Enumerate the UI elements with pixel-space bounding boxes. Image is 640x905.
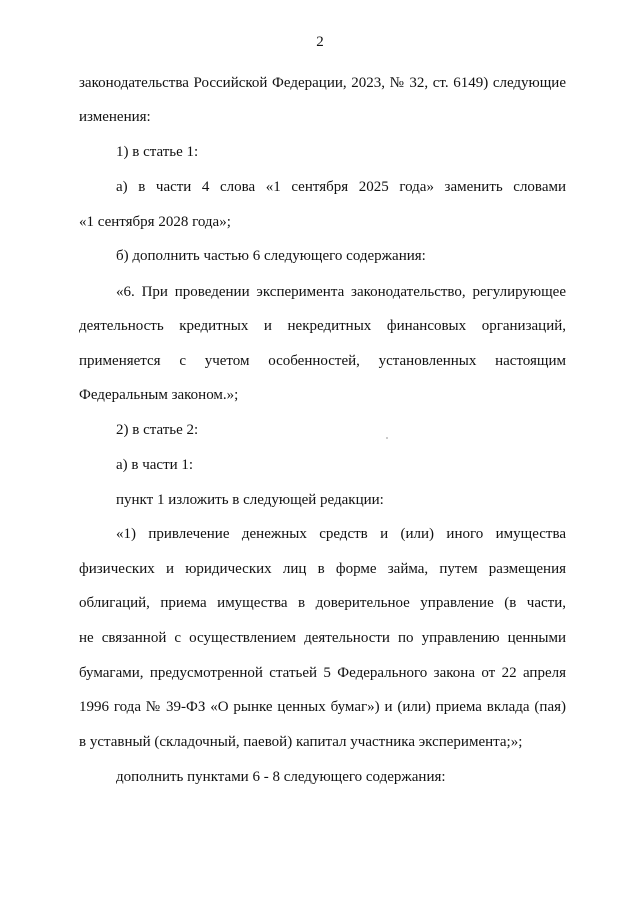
text-line: а) в части 1: bbox=[116, 457, 194, 473]
page-number: 2 bbox=[316, 34, 324, 50]
text-line: деятельность кредитных и некредитных финансовых организаций, bbox=[79, 318, 566, 334]
text-line: Федеральным законом.»; bbox=[79, 387, 239, 403]
text-line: в уставный (складочный, паевой) капитал участника эксперимента;»; bbox=[79, 734, 523, 750]
text-line: применяется с учетом особенностей, установленных настоящим bbox=[79, 353, 566, 369]
scan-speck bbox=[386, 437, 388, 439]
text-line: облигаций, приема имущества в доверительное управление (в части, bbox=[79, 595, 566, 611]
text-line: «6. При проведении эксперимента законодательство, регулирующее bbox=[116, 284, 566, 300]
text-line: а) в части 4 слова «1 сентября 2025 года» заменить словами bbox=[116, 179, 566, 195]
text-line: «1 сентября 2028 года»; bbox=[79, 214, 231, 230]
text-line: пункт 1 изложить в следующей редакции: bbox=[116, 492, 384, 508]
text-line: бумагами, предусмотренной статьей 5 Федерального закона от 22 апреля bbox=[79, 665, 566, 681]
text-line: изменения: bbox=[79, 109, 151, 125]
text-line: «1) привлечение денежных средств и (или) иного имущества bbox=[116, 526, 566, 542]
text-line: физических и юридических лиц в форме займа, путем размещения bbox=[79, 561, 566, 577]
text-line: 1996 года № 39-ФЗ «О рынке ценных бумаг») и (или) приема вклада (пая) bbox=[79, 699, 566, 715]
text-line: не связанной с осуществлением деятельности по управлению ценными bbox=[79, 630, 566, 646]
text-line: законодательства Российской Федерации, 2023, № 32, ст. 6149) следующие bbox=[79, 75, 566, 91]
text-line: дополнить пунктами 6 - 8 следующего содержания: bbox=[116, 769, 446, 785]
text-line: 1) в статье 1: bbox=[116, 144, 199, 160]
text-line: б) дополнить частью 6 следующего содержания: bbox=[116, 248, 426, 264]
text-line: 2) в статье 2: bbox=[116, 422, 199, 438]
